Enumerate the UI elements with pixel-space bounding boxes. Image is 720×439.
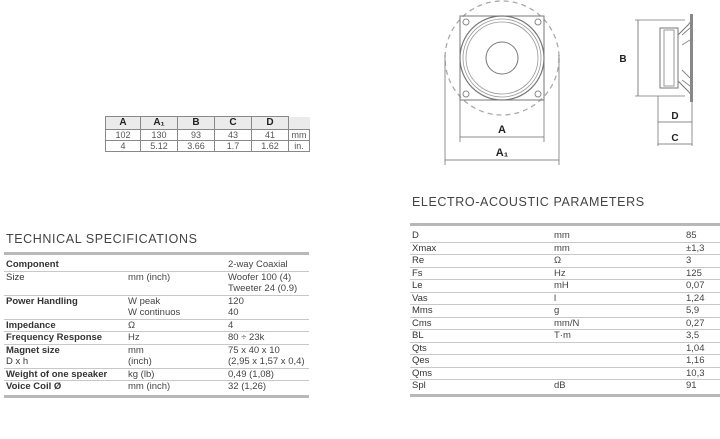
param-name: Xmax [410,242,552,255]
spec-unit: Ω [126,319,226,332]
param-unit: l [552,292,684,305]
param-name: Qes [410,355,552,368]
param-row-qes [410,355,720,368]
spec-value-line2: 40 [228,307,239,318]
spec-row-voice-coil [4,381,309,397]
spec-value [226,344,309,368]
electro-acoustic-parameters-table [410,223,720,397]
param-row-cms [410,317,720,330]
spec-row-size [4,271,309,295]
param-name: Vas [410,292,552,305]
param-unit: Hz [552,267,684,280]
param-row-qts [410,342,720,355]
param-unit: mH [552,280,684,293]
spec-name-line1: Magnet size [6,344,60,356]
dim-unit: mm [289,130,310,141]
param-row-xmax [410,242,720,255]
speaker-side-diagram [600,0,720,160]
param-name: Qms [410,367,552,380]
spec-value-line1: 120 [228,295,244,307]
spec-row-magnet-size [4,344,309,368]
dim-cell: 4 [106,141,141,152]
spec-unit: kg (lb) [126,368,226,381]
dim-unit: in. [289,141,310,152]
param-name: Cms [410,317,552,330]
param-unit [552,367,684,380]
label-b: B [619,54,627,65]
spec-unit-line1: mm [128,344,144,356]
spec-unit-line2: W continuos [128,307,181,318]
dim-cell: 41 [252,130,289,141]
technical-specifications-table [4,252,309,398]
dim-cell: 5.12 [141,141,178,152]
spec-unit [126,254,226,272]
param-value: 10,3 [684,367,720,380]
speaker-front-diagram [425,0,575,170]
dim-cell: 1.62 [252,141,289,152]
param-value: 125 [684,267,720,280]
param-value: 91 [684,380,720,396]
spec-name-line2: D x h [6,356,29,367]
label-d: D [671,111,679,122]
param-value: 0,07 [684,280,720,293]
dim-cell: 1.7 [215,141,252,152]
dim-header-d: D [252,117,289,130]
param-unit: dB [552,380,684,396]
param-name: Le [410,280,552,293]
dim-header-a: A [106,117,141,130]
technical-specifications-title: TECHNICAL SPECIFICATIONS [6,232,198,246]
param-name: Re [410,255,552,268]
spec-value: 2-way Coaxial [226,254,309,272]
spec-name: Component [4,254,126,272]
spec-value [226,271,309,295]
electro-acoustic-parameters-title: ELECTRO-ACOUSTIC PARAMETERS [412,195,645,209]
param-name: Spl [410,380,552,396]
spec-unit-line1: W peak [128,295,161,307]
param-unit [552,355,684,368]
param-row-mms [410,305,720,318]
param-row-d [410,225,720,243]
param-value: 85 [684,225,720,243]
spec-value-line1: Woofer 100 (4) [228,271,292,283]
param-unit: T·m [552,330,684,343]
spec-row-frequency-response [4,332,309,345]
spec-row-weight [4,368,309,381]
spec-value [226,295,309,319]
label-c: C [671,133,679,144]
spec-unit: mm (inch) [126,381,226,397]
spec-name: Frequency Response [4,332,126,345]
param-row-re [410,255,720,268]
param-name: Mms [410,305,552,318]
param-unit: mm [552,225,684,243]
spec-unit-line2: (inch) [128,356,152,367]
dimensions-table [105,116,310,152]
dim-cell: 93 [178,130,215,141]
param-row-spl [410,380,720,396]
param-name: Fs [410,267,552,280]
dim-header-blank [289,117,310,130]
spec-value: 0,49 (1,08) [226,368,309,381]
param-row-fs [410,267,720,280]
spec-row-power-handling [4,295,309,319]
dim-cell: 3.66 [178,141,215,152]
param-name: Qts [410,342,552,355]
spec-value: 32 (1,26) [226,381,309,397]
spec-unit: Hz [126,332,226,345]
spec-row-impedance [4,319,309,332]
param-row-bl [410,330,720,343]
param-unit: mm [552,242,684,255]
spec-value: 4 [226,319,309,332]
dim-cell: 102 [106,130,141,141]
param-value: 1,04 [684,342,720,355]
spec-name: Voice Coil Ø [4,381,126,397]
dim-header-c: C [215,117,252,130]
spec-name: Power Handling [4,295,126,319]
label-a: A [498,124,506,136]
spec-unit [126,344,226,368]
dimensions-row-mm [106,130,310,141]
param-name: D [410,225,552,243]
param-value: 1,24 [684,292,720,305]
spec-unit: mm (inch) [126,271,226,295]
param-value: 1,16 [684,355,720,368]
spec-value-line1: 75 x 40 x 10 [228,344,280,356]
param-row-le [410,280,720,293]
dimensions-row-in [106,141,310,152]
spec-row-component [4,254,309,272]
dim-header-a1: A₁ [141,117,178,130]
param-value: 5,9 [684,305,720,318]
dim-cell: 130 [141,130,178,141]
param-unit: Ω [552,255,684,268]
param-unit: mm/N [552,317,684,330]
param-value: ±1,3 [684,242,720,255]
param-name: BL [410,330,552,343]
param-row-vas [410,292,720,305]
spec-name: Impedance [4,319,126,332]
param-unit: g [552,305,684,318]
param-value: 3 [684,255,720,268]
spec-value-line2: Tweeter 24 (0.9) [228,283,298,294]
spec-unit [126,295,226,319]
param-row-qms [410,367,720,380]
dim-cell: 43 [215,130,252,141]
spec-name: Size [4,271,126,295]
spec-value-line2: (2,95 x 1,57 x 0,4) [228,356,305,367]
param-value: 0,27 [684,317,720,330]
spec-value: 80 ÷ 23k [226,332,309,345]
param-unit [552,342,684,355]
label-a1: A₁ [495,147,509,159]
spec-name [4,344,126,368]
spec-name: Weight of one speaker [4,368,126,381]
dim-header-b: B [178,117,215,130]
dimensions-header-row [106,117,310,130]
param-value: 3,5 [684,330,720,343]
